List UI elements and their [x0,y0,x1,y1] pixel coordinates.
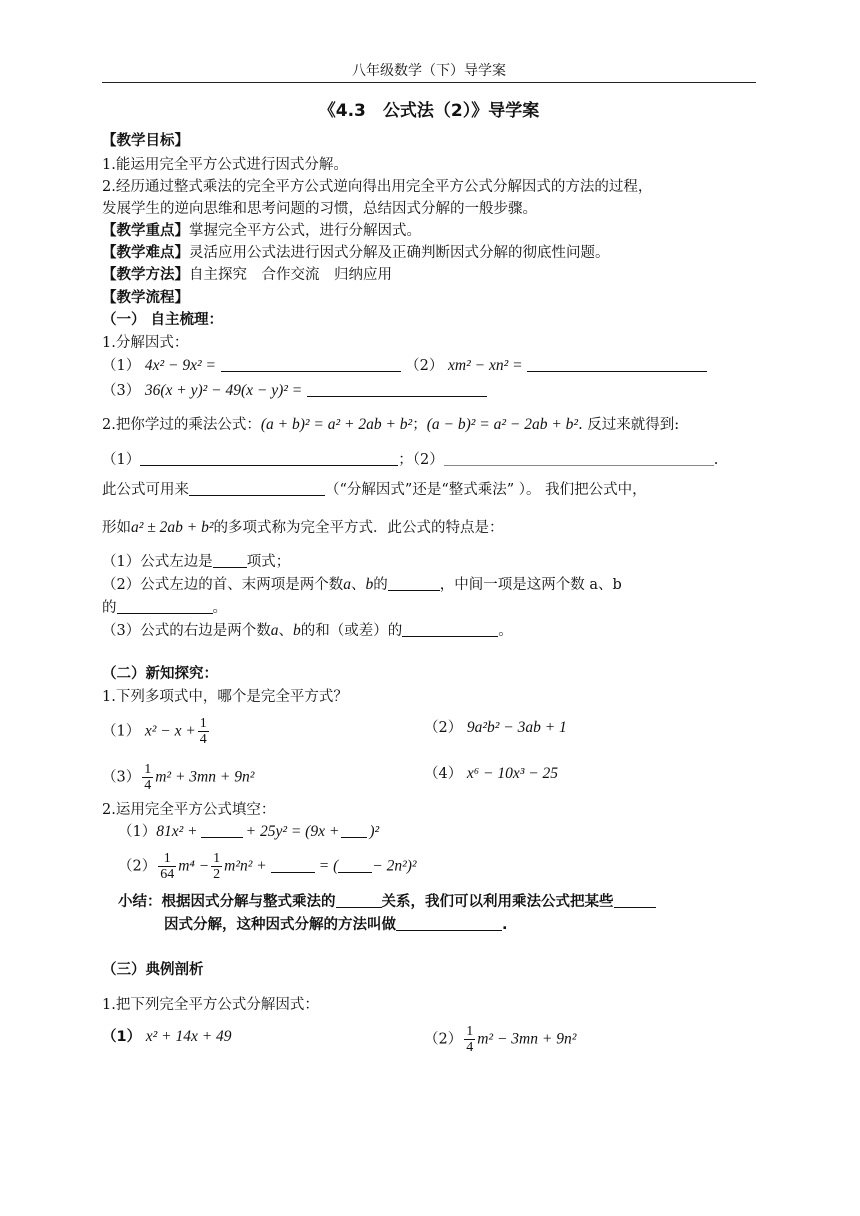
item-number: （3） [102,383,141,399]
fraction: $\frac{1}{64}$ [160,851,175,882]
goals-heading: 【教学目标】 [102,133,189,149]
s2-option-1 [102,716,211,747]
math-expression: x² + 14x + 49 [145,1028,232,1045]
section-2-heading: （二）新知探究： [102,666,218,682]
math-expression: − 2n²)² [372,857,417,875]
math-expression: m² − 3mn + 9n² [477,1030,577,1048]
method-line [102,265,392,285]
section-1-heading: （一） 自主梳理： [102,312,224,328]
item-number: （2） [118,858,157,875]
answer-blank[interactable] [614,893,656,908]
s1-q1-row-1 [102,356,707,376]
answer-blank[interactable] [338,858,372,873]
difficulty-label: 【教学难点】 [102,245,189,261]
math-expression: 81x² + [156,823,198,840]
math-expression: 36(x + y)² − 49(x − y)² = [144,382,303,399]
s3-question-1: 1.把下列完全平方公式分解因式： [102,997,319,1013]
answer-blank[interactable] [527,357,707,372]
text: . 反过来就得到: [578,417,680,433]
s2-option-2 [424,718,567,738]
formula-square-sum: (a + b)² = a² + 2ab + b² [260,416,413,433]
math-expression: x² − x + [144,722,196,740]
answer-blank[interactable] [271,858,315,873]
math-expression: + 25y² = (9x + [245,823,340,840]
answer-blank[interactable] [221,357,401,372]
text: 的和（或差）的 [300,623,403,639]
text: 项式； [246,554,291,570]
math-expression: 9a²b² − 3ab + 1 [466,719,567,736]
text: 因式分解，这种因式分解的方法叫做 [164,917,396,933]
s3-example-2 [424,1024,576,1055]
s2-option-4 [424,764,558,784]
s3-example-1 [102,1027,232,1047]
answer-blank[interactable] [336,893,382,908]
math-expression: 4x² − 9x² = [144,357,216,374]
section-3-heading: （三）典例剖析 [102,962,204,978]
math-expression: )² [369,823,380,840]
item-number: （3） [102,769,141,786]
s1-q1-row-2 [102,381,487,401]
math-expression: a² ± 2ab + b² [131,519,214,536]
s2-question-1: 1.下列多项式中，哪个是完全平方式？ [102,689,348,705]
answer-blank[interactable] [213,553,247,568]
key-point-text: 掌握完全平方公式，进行分解因式。 [189,223,421,239]
answer-blank[interactable] [140,451,398,466]
s2-fill-1 [118,822,379,842]
text: 关系，我们可以利用乘法公式把某些 [381,894,614,910]
answer-blank[interactable] [189,481,325,496]
goal-item-2-line-1: 2.经历通过整式乘法的完全平方公式逆向得出用完全平方公式分解因式的方法的过程， [102,179,653,195]
item-number: （4） [424,766,463,782]
text: 的 [373,577,388,593]
difficulty-line [102,243,610,263]
method-text: 自主探究 合作交流 归纳应用 [189,267,392,283]
text: 形如 [102,520,131,536]
s1-form-line [102,518,504,538]
fraction: $\frac{1}{4}$ [466,1024,474,1055]
text: 此公式可用来 [102,482,189,498]
math-expression: m⁴ − [178,857,210,875]
s2-summary-line-1 [118,892,656,912]
text: （3）公式的右边是两个数 [102,623,271,639]
math-var: a [270,622,279,639]
text: 。 [498,623,513,639]
text: 。 [212,600,227,616]
item-number: （1） [102,1029,142,1045]
difficulty-text: 灵活应用公式法进行因式分解及正确判断因式分解的彻底性问题。 [189,245,610,261]
text: 、 [350,577,366,593]
goal-item-1: 1.能运用完全平方公式进行因式分解。 [102,157,348,173]
s1-reverse-formulas [102,450,718,470]
item-number: （2） [424,720,463,736]
text: 2.把你学过的乘法公式： [102,417,261,433]
item-number: （2） [412,452,444,468]
answer-blank[interactable] [201,823,243,838]
page-title: 《4.3 公式法（2）》导学案 [318,101,540,121]
item-number: （1） [102,452,141,468]
s2-option-3 [102,762,254,793]
math-var: b [365,576,374,593]
page-header: 八年级数学（下）导学案 [352,63,506,79]
answer-blank[interactable] [396,916,502,931]
answer-blank[interactable] [341,823,367,838]
header-divider [102,82,756,83]
item-number: （1） [102,723,141,740]
text: ； [398,452,413,468]
text: . [502,917,508,933]
item-number: （1） [102,358,141,374]
answer-blank[interactable] [117,599,213,614]
text: （“分解因式”还是“整式乘法” ）。 我们把公式中， [325,482,647,498]
math-expression: xm² − xn² = [448,357,523,374]
text: . [713,452,719,468]
math-var: b [292,622,301,639]
item-number: （2） [424,1031,463,1048]
s2-fill-2 [118,851,417,882]
fraction: $\frac{1}{4}$ [144,762,152,793]
s1-feature-3 [102,621,513,641]
key-point-label: 【教学重点】 [102,223,189,239]
item-number: （2） [405,358,444,374]
answer-blank[interactable] [444,451,714,466]
goal-item-2-line-2: 发展学生的逆向思维和思考问题的习惯，总结因式分解的一般步骤。 [102,201,537,217]
math-var: a [343,576,351,593]
text: （1）公式左边是 [102,554,213,570]
text: 的 [102,600,117,616]
s1-feature-2-line-2 [102,598,227,618]
text: 的多项式称为完全平方式．此公式的特点是： [213,520,504,536]
answer-blank[interactable] [388,576,440,591]
fraction: $\frac{1}{4}$ [199,716,207,747]
math-expression: m²n² + [224,857,267,875]
s2-summary-line-2 [164,915,508,935]
text: ； [412,417,427,433]
formula-square-diff: (a − b)² = a² − 2ab + b² [426,416,579,433]
answer-blank[interactable] [402,622,498,637]
flow-heading: 【教学流程】 [102,290,189,306]
item-number: （1） [118,824,157,840]
text: 小结：根据因式分解与整式乘法的 [118,894,336,910]
s2-question-2: 2.运用完全平方公式填空： [102,802,276,818]
text: （2）公式左边的首、末两项是两个数 [102,577,344,593]
s1-question-2 [102,415,679,435]
s1-feature-2 [102,575,622,595]
math-expression: = ( [318,857,339,875]
math-expression: m² + 3mn + 9n² [155,768,255,786]
fraction: $\frac{1}{2}$ [213,851,221,882]
key-point-line [102,221,421,241]
s1-feature-1 [102,552,290,572]
text: ，中间一项是这两个数 a、b [439,577,622,593]
s1-question-1: 1.分解因式： [102,335,189,351]
s1-use-line [102,480,647,500]
method-label: 【教学方法】 [102,267,189,283]
text: 、 [278,623,293,639]
math-expression: x⁶ − 10x³ − 25 [466,765,559,782]
answer-blank[interactable] [307,382,487,397]
